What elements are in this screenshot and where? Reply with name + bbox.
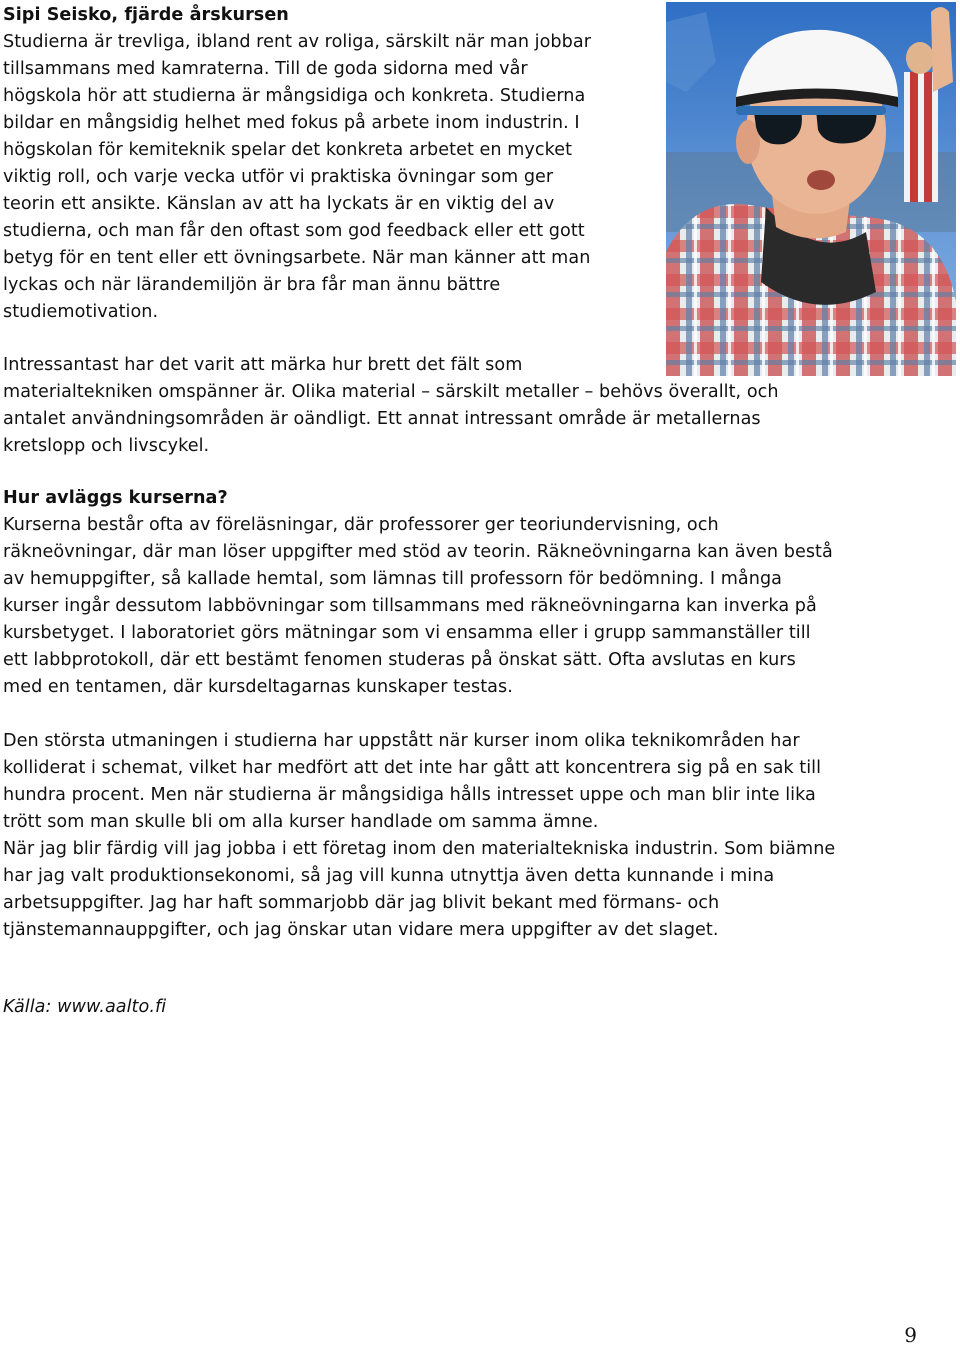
paragraph-line: viktig roll, och varje vecka utför vi praktiska övningar som ger <box>3 167 554 187</box>
paragraph-line: betyg för en tent eller ett övningsarbete. När man känner att man <box>3 248 591 268</box>
courses-section <box>3 485 903 701</box>
intro-section <box>3 2 903 326</box>
paragraph-line: av hemuppgifter, så kallade hemtal, som lämnas till professorn för bedömning. I många <box>3 569 782 589</box>
source-text: Källa: www.aalto.fi <box>3 997 167 1017</box>
paragraph-line: antalet användningsområden är oändligt. Ett annat intressant område är metallernas <box>3 409 761 429</box>
paragraph-line: teorin ett ansikte. Känslan av att ha lyckats är en viktig del av <box>3 194 555 214</box>
paragraph-line: materialtekniken omspänner är. Olika material – särskilt metaller – behövs överallt, och <box>3 382 779 402</box>
paragraph-line: kolliderat i schemat, vilket har medfört att det inte har gått att koncentrera sig på en sak till <box>3 758 822 778</box>
paragraph-line: studiemotivation. <box>3 302 159 322</box>
section-heading-student: Sipi Seisko, fjärde årskursen <box>3 5 289 25</box>
challenges-section <box>3 728 903 944</box>
paragraph-line: tillsammans med kamraterna. Till de goda sidorna med vår <box>3 59 528 79</box>
paragraph-line: ett labbprotokoll, där ett bestämt fenomen studeras på önskat sätt. Ofta avslutas en kurs <box>3 650 796 670</box>
paragraph-line: har jag valt produktionsekonomi, så jag vill kunna utnyttja även detta kunnande i mina <box>3 866 775 886</box>
paragraph-line: med en tentamen, där kursdeltagarnas kunskaper testas. <box>3 677 513 697</box>
paragraph-line: Intressantast har det varit att märka hur brett det fält som <box>3 355 523 375</box>
paragraph-line: tjänstemannauppgifter, och jag önskar utan vidare mera uppgifter av det slaget. <box>3 920 719 940</box>
paragraph-line: arbetsuppgifter. Jag har haft sommarjobb där jag blivit bekant med förmans- och <box>3 893 720 913</box>
paragraph-line: räkneövningar, där man löser uppgifter med stöd av teorin. Räkneövningarna kan även bestå <box>3 542 833 562</box>
paragraph-line: Kurserna består ofta av föreläsningar, där professorer ger teoriundervisning, och <box>3 515 719 535</box>
paragraph-line: lyckas och när lärandemiljön är bra får man ännu bättre <box>3 275 501 295</box>
paragraph-line: trött som man skulle bli om alla kurser handlade om samma ämne. <box>3 812 599 832</box>
paragraph-line: studierna, och man får den oftast som god feedback eller ett gott <box>3 221 585 241</box>
paragraph-line: bildar en mångsidig helhet med fokus på arbete inom industrin. I <box>3 113 580 133</box>
materials-section <box>3 352 903 460</box>
paragraph-line: När jag blir färdig vill jag jobba i ett företag inom den materialtekniska industrin. Som biämne <box>3 839 836 859</box>
source-citation <box>3 994 903 1021</box>
paragraph-line: Den största utmaningen i studierna har uppstått när kurser inom olika teknikområden har <box>3 731 800 751</box>
paragraph-line: kretslopp och livscykel. <box>3 436 210 456</box>
page-number: 9 <box>904 1323 917 1347</box>
paragraph-line: kurser ingår dessutom labbövningar som tillsammans med räkneövningarna kan inverka på <box>3 596 817 616</box>
paragraph-line: högskola hör att studierna är mångsidiga och konkreta. Studierna <box>3 86 586 106</box>
paragraph-line: hundra procent. Men när studierna är mångsidiga hålls intresset uppe och man blir inte lika <box>3 785 816 805</box>
section-heading-courses: Hur avläggs kurserna? <box>3 488 228 508</box>
paragraph-line: Studierna är trevliga, ibland rent av roliga, särskilt när man jobbar <box>3 32 591 52</box>
paragraph-line: högskolan för kemiteknik spelar det konkreta arbetet en mycket <box>3 140 573 160</box>
paragraph-line: kursbetyget. I laboratoriet görs mätningar som vi ensamma eller i grupp sammanställer till <box>3 623 811 643</box>
